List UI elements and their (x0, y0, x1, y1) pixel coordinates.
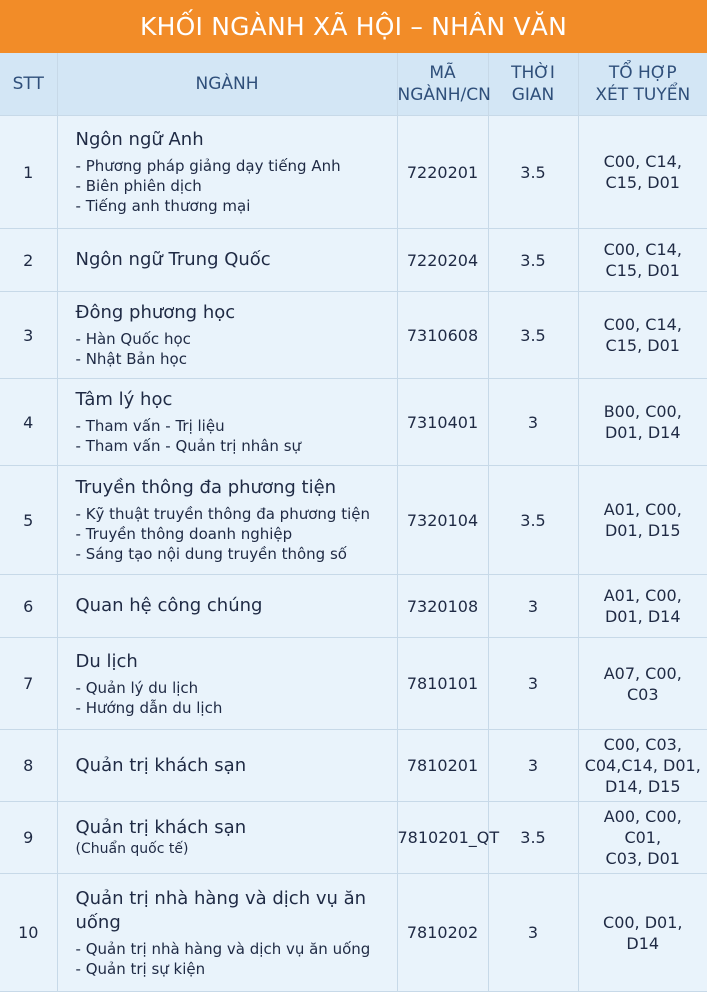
page-title: KHỐI NGÀNH XÃ HỘI – NHÂN VĂN (0, 0, 707, 53)
table-row (0, 292, 707, 379)
row-stt: 5 (0, 466, 57, 575)
specialization-list (76, 504, 387, 564)
combo-line: C15, D01 (605, 261, 680, 280)
table-row (0, 466, 707, 575)
combo-line: A07, C00, (603, 663, 682, 683)
specialization-item: - Quản trị nhà hàng và dịch vụ ăn uống (76, 939, 387, 959)
majors-table (0, 53, 707, 992)
row-time: 3 (488, 730, 578, 802)
header-time (488, 53, 578, 116)
row-major (57, 638, 397, 730)
table-row (0, 802, 707, 874)
row-time: 3.5 (488, 802, 578, 874)
row-code: 7310401 (397, 379, 488, 466)
row-time: 3.5 (488, 229, 578, 292)
row-code: 7810202 (397, 874, 488, 992)
combo-line: D14 (626, 933, 660, 953)
combo-line: C00, D01, (603, 912, 683, 932)
header-combo (578, 53, 707, 116)
header-code-line1: MÃ (429, 63, 456, 83)
specialization-item: - Truyền thông doanh nghiệp (76, 524, 387, 544)
header-time-line1: THỜI (511, 63, 555, 83)
combo-line: C00, C03, (603, 735, 682, 754)
specialization-item: - Hướng dẫn du lịch (76, 698, 387, 718)
combo-line: A01, C00, (603, 500, 682, 519)
table-row (0, 575, 707, 638)
row-time: 3 (488, 874, 578, 992)
row-time: 3.5 (488, 292, 578, 379)
table-row (0, 229, 707, 292)
table-row (0, 638, 707, 730)
combo-line: A01, C00, (603, 586, 682, 605)
row-code: 7810201_QT (397, 802, 488, 874)
row-code: 7810201 (397, 730, 488, 802)
major-name: Quản trị khách sạn (75, 754, 247, 776)
combo-line: D01, D14 (604, 423, 681, 442)
header-time-line2: GIAN (511, 85, 555, 105)
major-note: (Chuẩn quốc tế) (75, 841, 189, 857)
major-name: Truyền thông đa phương tiện (75, 477, 337, 498)
combo-line: C03, D01 (605, 849, 680, 868)
row-major (57, 802, 397, 874)
row-stt: 1 (0, 116, 57, 229)
row-stt: 10 (0, 874, 57, 992)
row-stt: 2 (0, 229, 57, 292)
combo-line: A00, C00, C01, (603, 807, 682, 847)
row-code: 7220201 (397, 116, 488, 229)
combo-line: C00, C14, (603, 240, 682, 259)
header-major: NGÀNH (57, 53, 397, 116)
row-stt: 9 (0, 802, 57, 874)
combo-line: D01, D14 (604, 607, 681, 626)
row-stt: 4 (0, 379, 57, 466)
row-combo (578, 466, 707, 575)
major-name: Tâm lý học (75, 389, 173, 410)
specialization-item: - Quản lý du lịch (76, 678, 387, 698)
combo-line: D14, D15 (604, 777, 681, 796)
specialization-list (76, 156, 387, 216)
table-row (0, 730, 707, 802)
row-combo (578, 116, 707, 229)
row-major (57, 379, 397, 466)
row-code: 7810101 (397, 638, 488, 730)
row-code: 7220204 (397, 229, 488, 292)
combo-line: C00, C14, (603, 315, 682, 334)
table-header-row (0, 53, 707, 116)
header-combo-line2: XÉT TUYỂN (595, 85, 691, 105)
specialization-item: - Tiếng anh thương mại (76, 196, 387, 216)
major-name: Quản trị nhà hàng và dịch vụ ăn uống (75, 887, 367, 933)
header-code (397, 53, 491, 116)
row-combo (578, 229, 707, 292)
major-name: Ngôn ngữ Anh (75, 129, 204, 150)
row-time: 3.5 (488, 466, 578, 575)
major-name: Ngôn ngữ Trung Quốc (75, 249, 271, 270)
specialization-item: - Sáng tạo nội dung truyền thông số (76, 544, 387, 564)
row-combo (578, 575, 707, 638)
row-stt: 3 (0, 292, 57, 379)
specialization-list (76, 329, 387, 369)
row-combo (578, 638, 707, 730)
major-name: Đông phương học (75, 302, 236, 323)
row-time: 3 (488, 638, 578, 730)
combo-line: B00, C00, (603, 402, 682, 421)
specialization-item: - Tham vấn - Quản trị nhân sự (76, 436, 387, 456)
row-time: 3.5 (488, 116, 578, 229)
specialization-item: - Kỹ thuật truyền thông đa phương tiện (76, 504, 387, 524)
specialization-item: - Quản trị sự kiện (76, 959, 387, 979)
row-major (57, 116, 397, 229)
row-stt: 7 (0, 638, 57, 730)
row-stt: 8 (0, 730, 57, 802)
specialization-list (76, 939, 387, 979)
combo-line: D01, D15 (604, 521, 681, 540)
row-major (57, 466, 397, 575)
row-combo (578, 292, 707, 379)
specialization-item: - Nhật Bản học (76, 349, 387, 369)
row-major (57, 229, 397, 292)
specialization-item: - Tham vấn - Trị liệu (76, 416, 387, 436)
major-name: Du lịch (75, 650, 138, 672)
row-major (57, 575, 397, 638)
specialization-list (76, 416, 387, 456)
row-combo (578, 730, 707, 802)
combo-line: C03 (626, 684, 659, 704)
combo-line: C15, D01 (605, 173, 680, 192)
specialization-list (76, 678, 387, 718)
header-combo-line1: TỔ HỢP (608, 63, 677, 83)
table-row (0, 116, 707, 229)
row-time: 3 (488, 575, 578, 638)
combo-line: C04,C14, D01, (584, 756, 701, 775)
major-name: Quan hệ công chúng (75, 595, 263, 616)
specialization-item: - Hàn Quốc học (76, 329, 387, 349)
row-time: 3 (488, 379, 578, 466)
specialization-item: - Biên phiên dịch (76, 176, 387, 196)
table-row (0, 379, 707, 466)
major-name: Quản trị khách sạn (75, 817, 247, 838)
specialization-item: - Phương pháp giảng dạy tiếng Anh (76, 156, 387, 176)
header-stt: STT (0, 53, 57, 116)
row-combo (578, 802, 707, 874)
header-code-line2: NGÀNH/CN (397, 85, 491, 105)
row-code: 7320108 (397, 575, 488, 638)
row-major (57, 292, 397, 379)
row-code: 7310608 (397, 292, 488, 379)
combo-line: C15, D01 (605, 336, 680, 355)
row-major (57, 730, 397, 802)
row-code: 7320104 (397, 466, 488, 575)
combo-line: C00, C14, (603, 152, 682, 171)
row-stt: 6 (0, 575, 57, 638)
row-combo (578, 379, 707, 466)
